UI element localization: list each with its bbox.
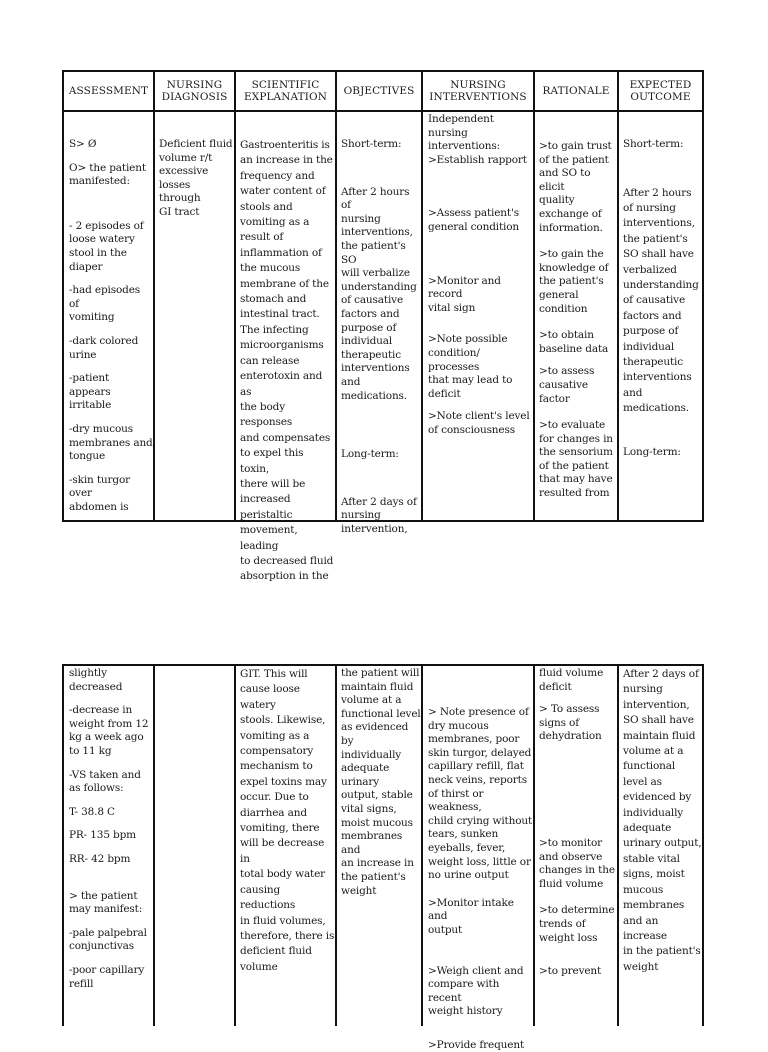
objectives-long-term-label: Long-term:	[341, 448, 399, 461]
objectives-long-term-text: the patient will maintain fluid volume at a functional level as evidenced by individually adequate urinary output, stable vital signs, moist mucous membranes and an increase in the patient's weight	[341, 667, 421, 897]
header-expected-outcome: EXPECTED OUTCOME	[629, 78, 692, 103]
scientific-explanation-text: GIT. This will cause loose watery stools. Likewise, vomiting as a compensatory mechanism to expel toxins may occur. Due to diarrhea and vomiting, there will be decrease in total body water causing reductions in fluid volumes, therefore, there is deficient fluid volume	[240, 668, 335, 973]
col-border	[153, 664, 155, 1026]
outcome-long-term-label: Long-term:	[623, 445, 681, 458]
assessment-item: > the patient may manifest:	[69, 889, 143, 916]
objectives-short-term-label: Short-term:	[341, 138, 402, 150]
outcome-short-term-label: Short-term:	[623, 138, 684, 150]
rationale-item: >to evaluate for changes in the sensorium of the patient that may have resulted from	[539, 419, 613, 500]
intervention-item: >Assess patient's general condition	[428, 207, 520, 233]
header-assessment: ASSESSMENT	[68, 84, 149, 97]
assessment-cell	[69, 667, 153, 1026]
scientific-explanation-cell	[240, 667, 335, 1026]
nursing-diagnosis-cell	[159, 138, 234, 518]
assessment-vital-resp: RR- 42 bpm	[69, 852, 131, 865]
objectives-cell	[341, 138, 421, 535]
rationale-item: >to prevent	[539, 965, 602, 978]
rationale-item: > To assess signs of dehydration	[539, 703, 602, 743]
rationale-cell	[539, 667, 617, 1026]
assessment-item: -pale palpebral conjunctivas	[69, 926, 147, 953]
assessment-objective-intro: O> the patient manifested:	[69, 161, 146, 188]
assessment-item: -poor capillary refill	[69, 963, 145, 990]
interventions-cell	[428, 113, 533, 520]
rationale-item: >to gain trust of the patient and SO to elicit quality exchange of information.	[539, 140, 612, 234]
header-nursing-interventions: NURSING INTERVENTIONS	[429, 78, 527, 103]
assessment-item: -skin turgor over abdomen is	[69, 473, 131, 513]
rationale-item: >to monitor and observe changes in the fluid volume	[539, 836, 615, 890]
intervention-item: >Weigh client and compare with recent weight history	[428, 964, 524, 1018]
rationale-item: fluid volume deficit	[539, 667, 604, 693]
header-nursing-diagnosis: NURSING DIAGNOSIS	[161, 78, 228, 103]
col-border	[62, 664, 64, 1026]
nursing-diagnosis-text: Deficient fluid volume r/t excessive losses through GI tract	[159, 138, 233, 218]
objectives-cell	[341, 667, 421, 1026]
col-border	[234, 664, 236, 1026]
assessment-item: -dark colored urine	[69, 334, 139, 361]
col-border	[617, 664, 619, 1026]
assessment-item: -dry mucous membranes and tongue	[69, 422, 153, 463]
intervention-item: >Provide frequent	[428, 1038, 525, 1051]
intervention-item: >Monitor and record vital sign	[428, 274, 501, 314]
assessment-cell	[69, 138, 153, 518]
objectives-long-term-text: After 2 days of nursing intervention,	[341, 495, 417, 535]
scientific-explanation-cell	[240, 138, 335, 583]
expected-outcome-cell	[623, 138, 702, 520]
outcome-long-term-text: After 2 days of nursing intervention, SO shall have maintain fluid volume at a functional level as evidenced by individually adequate urinary output, stable vital signs, moist mucous membranes and an increase in the patient's weight	[623, 668, 702, 973]
col-border	[533, 664, 535, 1026]
assessment-item: - 2 episodes of loose watery stool in the diaper	[69, 219, 144, 273]
col-border	[421, 664, 423, 1026]
objectives-short-term-text: After 2 hours of nursing interventions, the patient's SO will verbalize understanding of causative factors and purpose of individual therapeutic interventions and medications.	[341, 185, 417, 402]
intervention-item: > Note presence of dry mucous membranes, poor skin turgor, delayed capillary refill, flat neck veins, reports of thirst or weakness, child crying without tears, sunken eyeballs, fever, weight loss, little or no urine output	[428, 706, 533, 882]
scientific-explanation-text: Gastroenteritis is an increase in the frequency and water content of stools and vomiting as a result of inflammation of the mucous membrane of the stomach and intestinal tract. The infecting microorganisms can release enterotoxin and as the body responses and compensates to expel this toxin, there will be increased peristaltic movement, leading to decreased fluid absorption in the	[240, 139, 334, 583]
intervention-item: >Monitor intake and output	[428, 896, 514, 936]
col-border	[421, 70, 423, 522]
assessment-item: -VS taken and as follows:	[69, 768, 141, 795]
col-border	[335, 70, 337, 522]
col-border	[702, 70, 704, 522]
care-plan-table-1	[62, 70, 704, 583]
assessment-vital-pulse: PR- 135 bpm	[69, 829, 136, 842]
col-border	[153, 70, 155, 522]
col-border	[335, 664, 337, 1026]
rationale-item: >to obtain baseline data	[539, 329, 609, 355]
outcome-short-term-text: After 2 hours of nursing interventions, the patient's SO shall have verbalized understanding of causative factors and purpose of individual therapeutic interventions and medications.	[623, 186, 699, 415]
care-plan-table-2	[62, 664, 704, 1051]
table-border-top	[62, 664, 704, 666]
intervention-item: >Note client's level of consciousness	[428, 410, 530, 436]
col-border	[533, 70, 535, 522]
col-border	[234, 70, 236, 522]
header-rationale: RATIONALE	[542, 84, 610, 97]
assessment-item: slightly decreased	[69, 667, 123, 693]
col-border	[702, 664, 704, 1026]
rationale-item: >to gain the knowledge of the patient's general condition	[539, 248, 609, 315]
rationale-item: >to determine trends of weight loss	[539, 904, 615, 944]
assessment-vital-temp: T- 38.8 C	[69, 805, 115, 818]
interventions-cell	[428, 706, 533, 1051]
header-scientific-explanation: SCIENTIFIC EXPLANATION	[243, 78, 327, 103]
rationale-item: >to assess causative factor	[539, 365, 595, 405]
header-objectives: OBJECTIVES	[343, 84, 415, 97]
col-border	[62, 70, 64, 522]
assessment-item: -patient appears irritable	[69, 372, 112, 412]
intervention-item: Independent nursing interventions: >Establish rapport	[428, 113, 527, 166]
rationale-cell	[539, 140, 617, 520]
expected-outcome-cell	[623, 667, 702, 1026]
assessment-item: -decrease in weight from 12 kg a week ago to 11 kg	[69, 704, 149, 757]
header-divider	[62, 110, 704, 112]
intervention-item: >Note possible condition/ processes that may lead to deficit	[428, 333, 513, 400]
col-border	[617, 70, 619, 522]
assessment-item: -had episodes of vomiting	[69, 284, 141, 324]
assessment-subjective: S> Ø	[69, 138, 97, 150]
